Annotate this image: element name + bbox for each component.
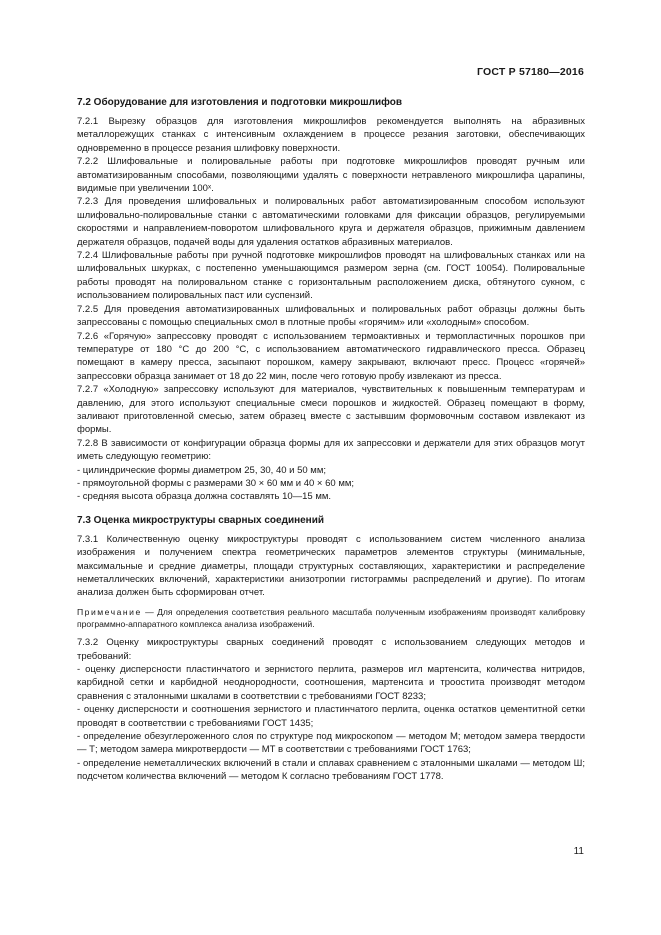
list-item: - средняя высота образца должна составлять 10—15 мм. xyxy=(77,491,332,503)
note-text: — Для определения соответствия реального масштаба полученным изображениям производят калибровку программно-аппаратного комплекса анализа изображений. xyxy=(77,606,585,630)
paragraph-7-2-6: 7.2.6 «Горячую» запрессовку проводят с использованием термоактивных и термопластичных порошков при температуре от 180 °C до 200 °C, с использованием автоматического гидравлического пресса. Образец помещают в камеру пресса, засыпают порошком, камеру закрывают, включают пресс. Процесс «горячей» запрессовки образца занимает от 18 до 22 мин, после чего готовую пробу извлекают из пресса. xyxy=(77,330,585,382)
paragraph-7-2-8: 7.2.8 В зависимости от конфигурации образца формы для их запрессовки и держатели для этих образцов могут иметь следующую геометрию: xyxy=(77,437,585,463)
paragraph-7-2-2: 7.2.2 Шлифовальные и полировальные работы при подготовке микрошлифов проводят ручным или автоматизированным способами, позволяющими удалять с поверхности нетравленого микрошлифа царапины, видимые при увеличении 100ˣ. xyxy=(77,156,585,195)
list-item: - оценку дисперсности пластинчатого и зернистого перлита, размеров игл мартенсита, количества нитридов, карбидной сетки и карбидной неоднородности, соотношения, мартенсита и троостита производят методом сравнения с эталонными шкалами в соответствии с требованиями ГОСТ 8233; xyxy=(77,664,585,702)
list-item: - прямоугольной формы с размерами 30 × 60 мм и 40 × 60 мм; xyxy=(77,477,355,489)
paragraph-7-2-7: 7.2.7 «Холодную» запрессовку используют для материалов, чувствительных к повышенным температурам и давлению, для этого используют специальные смеси порошков и жидкостей. Образец помещают в форму, заливают приготовленной смесью, затем образец вместе с застывшим формовочным составом извлекают из формы. xyxy=(77,384,585,436)
list-item: - оценку дисперсности и соотношения зернистого и пластинчатого перлита, оценка остатков цементитной сетки проводят в соответствии с требованиями ГОСТ 1435; xyxy=(77,704,585,729)
section-7-3-title: 7.3 Оценка микроструктуры сварных соединений xyxy=(77,514,325,526)
note xyxy=(77,606,585,630)
paragraph-7-3-2: 7.3.2 Оценку микроструктуры сварных соединений проводят с использованием следующих методов и требований: xyxy=(77,637,585,662)
list-item: - определение неметаллических включений в стали и сплавах сравнением с эталонными шкалами — методом Ш; подсчетом количества включений — методом К согласно требованиям ГОСТ 1778. xyxy=(77,757,585,783)
paragraph-7-2-5: 7.2.5 Для проведения автоматизированных шлифовальных и полировальных работ образцы должны быть запрессованы с помощью специальных смол в плотные пробы «горячим» или «холодным» способом. xyxy=(77,303,585,329)
paragraph-7-2-1: 7.2.1 Вырезку образцов для изготовления микрошлифов рекомендуется выполнять на абразивных металлорежущих станках с интенсивным охлаждением в процессе резания заготовки, обеспечивающих одновременно в процессе резания шлифовку поверхности. xyxy=(77,116,585,154)
paragraph-7-3-1: 7.3.1 Количественную оценку микроструктуры проводят с использованием систем численного анализа изображения и получением спектра геометрических параметров элементов структуры (минимальные, максимальные и средние диаметры, площади структурных составляющих, характеристики и распределение неметаллических включений, характеристики анизотропии гистограммы распределений и другие). По итогам анализа должен быть сформирован отчет. xyxy=(77,533,585,599)
paragraph-7-2-3: 7.2.3 Для проведения шлифовальных и полировальных работ автоматизированным способом используют шлифовально-полировальные станки с автоматическими головками для фиксации образцов, регулируемыми скоростями и направлением-поворотом шлифовального круга и держателя образцов, прижимным давлением держателя образцов, подачей воды для удаления остатков абразивных материалов. xyxy=(77,196,585,248)
list-item: - цилиндрические формы диаметром 25, 30, 40 и 50 мм; xyxy=(77,464,327,476)
page-number: 11 xyxy=(573,846,584,857)
note-label: Примечание xyxy=(77,606,142,617)
page-content xyxy=(77,96,585,784)
paragraph-7-2-4: 7.2.4 Шлифовальные работы при ручной подготовке микрошлифов проводят на шлифовальных станках или на шлифовальных шкурках, с постепенно уменьшающимся размером зерна (см. ГОСТ 10054). Полировальные работы проводят на полировальном станке с горизонтальным расположением диска, обтянутого сукном, с использованием полировальных паст или суспензий. xyxy=(77,250,585,302)
list-item: - определение обезуглероженного слоя по структуре под микроскопом — методом М; методом замера твердости — Т; методом замера микротвердости — МТ в соответствии с требованиями ГОСТ 1763; xyxy=(77,731,585,756)
standard-code-header: ГОСТ Р 57180—2016 xyxy=(476,66,584,78)
section-7-2-title: 7.2 Оборудование для изготовления и подготовки микрошлифов xyxy=(77,97,402,108)
